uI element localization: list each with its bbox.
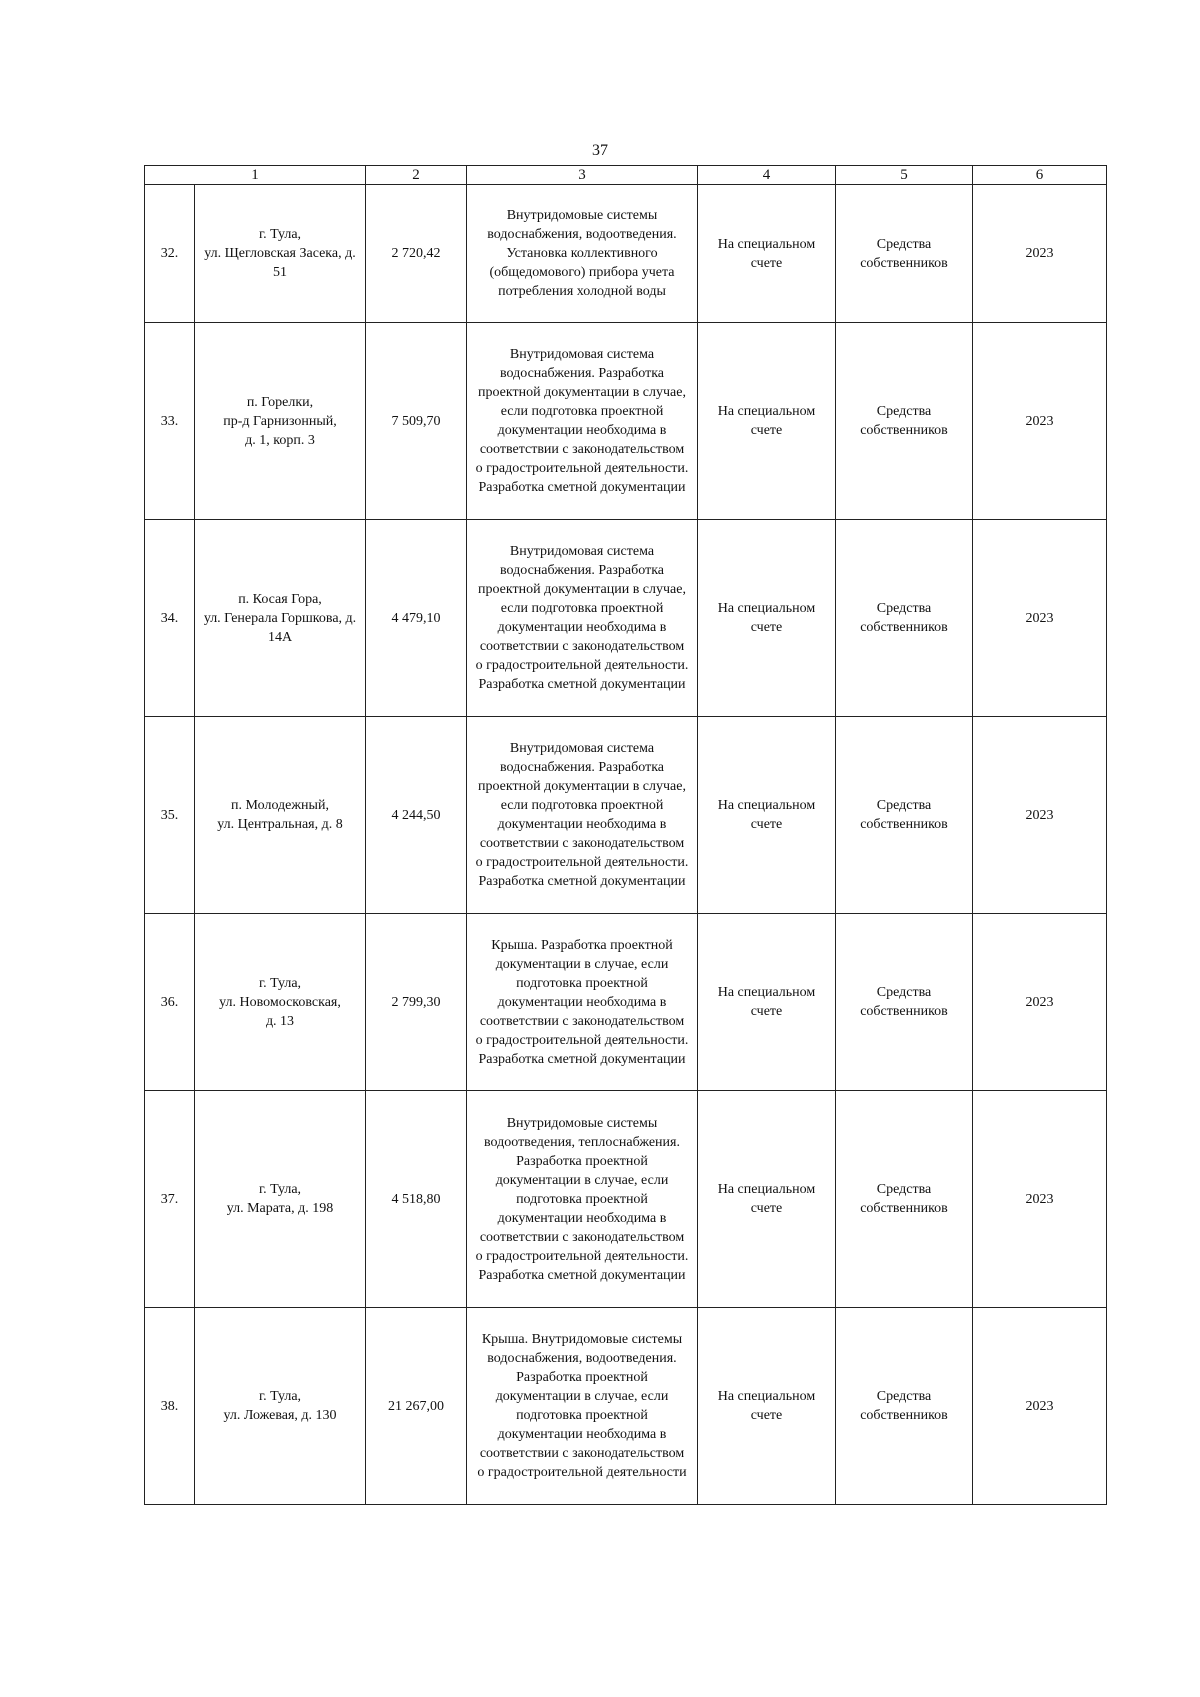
table-row [145, 1091, 1107, 1308]
table-row [145, 185, 1107, 323]
source-cell-line: Средства [876, 985, 932, 1000]
address-cell-line: г. Тула, [258, 1182, 302, 1197]
works-cell-line: документации необходима в [497, 620, 667, 635]
method-cell-line: счете [750, 620, 783, 635]
works-cell-line: потребления холодной воды [498, 284, 666, 299]
works-cell-line: Внутридомовая система [509, 347, 655, 362]
area-cell: 4 479,10 [366, 520, 467, 717]
works-table [144, 165, 1107, 1505]
works-cell-line: документации в случае, если [495, 1389, 669, 1404]
address-cell-line: ул. Ложевая, д. 130 [223, 1408, 337, 1423]
area-cell: 2 799,30 [366, 914, 467, 1091]
method-cell-line: счете [750, 1408, 783, 1423]
address-cell-line: ул. Новомосковская, [219, 994, 341, 1010]
address-cell [195, 185, 366, 323]
source-cell-line: Средства [876, 601, 932, 616]
works-cell-line: соответствии с законодательством [479, 1446, 685, 1461]
works-cell-line: подготовка проектной [516, 1408, 648, 1423]
works-cell-line: водоснабжения, водоотведения. [487, 227, 677, 242]
method-cell-line: На специальном [717, 1182, 816, 1197]
works-cell [467, 323, 698, 520]
works-cell [467, 1091, 698, 1308]
address-cell [195, 717, 366, 914]
method-cell [698, 1308, 836, 1505]
method-cell-line: счете [750, 423, 783, 438]
method-cell [698, 1091, 836, 1308]
address-cell-line: ул. Центральная, д. 8 [217, 817, 343, 832]
works-cell-line: Разработка сметной документации [478, 1051, 686, 1067]
source-cell-line: Средства [876, 1182, 932, 1197]
source-cell-line: собственников [860, 1004, 948, 1019]
area-cell: 4 244,50 [366, 717, 467, 914]
works-cell-line: Разработка проектной [516, 1370, 648, 1385]
works-cell-line: соответствии с законодательством [479, 836, 685, 851]
year-cell: 2023 [973, 1091, 1107, 1308]
works-cell-line: Крыша. Внутридомовые системы [481, 1332, 683, 1347]
address-cell-line: ул. Щегловская Засека, д. [204, 246, 356, 261]
method-cell-line: На специальном [717, 985, 816, 1000]
works-cell-line: Внутридомовые системы [506, 1115, 658, 1131]
area-cell: 4 518,80 [366, 1091, 467, 1308]
area-cell: 7 509,70 [366, 323, 467, 520]
address-cell-line: 14А [267, 629, 293, 645]
method-cell [698, 520, 836, 717]
address-cell-line: п. Горелки, [246, 394, 314, 410]
works-cell-line: водоснабжения. Разработка [499, 760, 664, 775]
row-number: 32. [145, 185, 195, 323]
source-cell [836, 1308, 973, 1505]
address-cell-line: д. 1, корп. 3 [245, 432, 315, 448]
method-cell-line: счете [750, 1004, 783, 1019]
works-cell [467, 520, 698, 717]
source-cell [836, 520, 973, 717]
works-cell-line: о градостроительной деятельности [477, 1465, 687, 1480]
address-cell [195, 323, 366, 520]
works-cell-line: если подготовка проектной [500, 601, 664, 616]
works-cell-line: о градостроительной деятельности. [475, 1032, 689, 1048]
address-cell-line: пр-д Гарнизонный, [223, 413, 337, 429]
year-cell: 2023 [973, 323, 1107, 520]
table-row [145, 520, 1107, 717]
works-cell-line: документации необходима в [497, 1427, 667, 1442]
source-cell-line: собственников [860, 1201, 948, 1216]
works-cell-line: Внутридомовые системы [506, 208, 658, 223]
row-number: 37. [145, 1091, 195, 1308]
source-cell-line: собственников [860, 1408, 948, 1423]
row-number: 33. [145, 323, 195, 520]
works-cell-line: если подготовка проектной [500, 404, 664, 419]
row-number: 36. [145, 914, 195, 1091]
source-cell [836, 185, 973, 323]
source-cell-line: Средства [876, 236, 932, 252]
area-cell: 21 267,00 [366, 1308, 467, 1505]
source-cell-line: Средства [876, 798, 932, 813]
works-cell-line: о градостроительной деятельности. [475, 855, 689, 870]
works-cell [467, 717, 698, 914]
address-cell-line: г. Тула, [258, 975, 302, 991]
page-number: 37 [592, 142, 608, 159]
address-cell [195, 520, 366, 717]
address-cell-line: ул. Генерала Горшкова, д. [203, 610, 357, 626]
area-cell: 2 720,42 [366, 185, 467, 323]
works-cell-line: Внутридомовая система [509, 544, 655, 559]
row-number: 35. [145, 717, 195, 914]
source-cell [836, 1091, 973, 1308]
works-cell-line: подготовка проектной [516, 975, 648, 991]
works-cell-line: соответствии с законодательством [479, 1013, 685, 1029]
works-cell-line: Разработка сметной документации [478, 677, 686, 692]
address-cell [195, 914, 366, 1091]
works-cell-line: подготовка проектной [516, 1191, 648, 1207]
source-cell-line: Средства [876, 1389, 932, 1404]
table-row [145, 323, 1107, 520]
column-header-2: 2 [366, 166, 467, 185]
works-cell-line: Крыша. Разработка проектной [491, 937, 673, 953]
column-header-6: 6 [973, 166, 1107, 185]
method-cell [698, 323, 836, 520]
source-cell [836, 323, 973, 520]
year-cell: 2023 [973, 1308, 1107, 1505]
method-cell-line: На специальном [717, 1389, 816, 1404]
works-cell-line: (общедомового) прибора учета [489, 265, 675, 280]
source-cell-line: собственников [860, 255, 948, 271]
source-cell-line: Средства [876, 404, 932, 419]
address-cell-line: п. Молодежный, [231, 798, 329, 813]
table-row [145, 717, 1107, 914]
method-cell-line: счете [750, 255, 783, 271]
year-cell: 2023 [973, 520, 1107, 717]
works-cell-line: водоснабжения. Разработка [499, 563, 664, 578]
works-cell-line: Разработка сметной документации [478, 874, 686, 889]
works-cell-line: о градостроительной деятельности. [475, 1248, 689, 1264]
year-cell: 2023 [973, 185, 1107, 323]
address-cell-line: ул. Марата, д. 198 [226, 1201, 334, 1216]
address-cell-line: г. Тула, [258, 1389, 302, 1404]
works-cell-line: документации в случае, если [495, 1172, 669, 1188]
column-header-3: 3 [467, 166, 698, 185]
row-number: 34. [145, 520, 195, 717]
method-cell [698, 914, 836, 1091]
works-cell-line: проектной документации в случае, [478, 779, 686, 794]
method-cell [698, 185, 836, 323]
address-cell-line: п. Косая Гора, [238, 591, 322, 607]
works-cell-line: проектной документации в случае, [478, 385, 686, 400]
method-cell-line: счете [750, 1201, 783, 1216]
address-cell [195, 1091, 366, 1308]
works-cell-line: Внутридомовая система [509, 741, 655, 756]
works-cell-line: водоснабжения. Разработка [499, 366, 664, 381]
method-cell-line: счете [750, 817, 783, 832]
source-cell-line: собственников [860, 423, 948, 438]
column-header-4: 4 [698, 166, 836, 185]
works-cell-line: документации в случае, если [495, 956, 669, 972]
address-cell-line: г. Тула, [258, 227, 302, 242]
method-cell-line: На специальном [717, 798, 816, 813]
works-cell-line: соответствии с законодательством [479, 639, 685, 654]
works-cell-line: Разработка проектной [516, 1153, 648, 1169]
method-cell-line: На специальном [717, 404, 816, 419]
column-header-5: 5 [836, 166, 973, 185]
address-cell-line: 51 [273, 265, 287, 280]
works-cell-line: документации необходима в [497, 994, 667, 1010]
works-cell-line: водоотведения, теплоснабжения. [484, 1134, 680, 1150]
address-cell [195, 1308, 366, 1505]
method-cell-line: На специальном [717, 236, 816, 252]
source-cell [836, 717, 973, 914]
works-cell-line: документации необходима в [497, 423, 667, 438]
works-cell-line: соответствии с законодательством [479, 442, 685, 457]
source-cell [836, 914, 973, 1091]
works-cell-line: соответствии с законодательством [479, 1229, 685, 1245]
works-cell-line: Разработка сметной документации [478, 480, 686, 495]
works-cell [467, 185, 698, 323]
works-cell-line: документации необходима в [497, 1210, 667, 1226]
works-cell [467, 914, 698, 1091]
address-cell-line: д. 13 [265, 1013, 295, 1029]
works-cell-line: о градостроительной деятельности. [475, 658, 689, 673]
table-row [145, 1308, 1107, 1505]
row-number: 38. [145, 1308, 195, 1505]
source-cell-line: собственников [860, 620, 948, 635]
method-cell [698, 717, 836, 914]
table-row [145, 914, 1107, 1091]
works-cell-line: документации необходима в [497, 817, 667, 832]
works-cell-line: Установка коллективного [506, 246, 658, 261]
works-cell-line: если подготовка проектной [500, 798, 664, 813]
works-cell-line: о градостроительной деятельности. [475, 461, 689, 476]
column-header-row [145, 166, 1107, 185]
year-cell: 2023 [973, 717, 1107, 914]
column-header-1: 1 [145, 166, 366, 185]
year-cell: 2023 [973, 914, 1107, 1091]
works-cell-line: водоснабжения, водоотведения. [487, 1351, 677, 1366]
method-cell-line: На специальном [717, 601, 816, 616]
works-cell-line: проектной документации в случае, [478, 582, 686, 597]
source-cell-line: собственников [860, 817, 948, 832]
works-cell [467, 1308, 698, 1505]
works-cell-line: Разработка сметной документации [478, 1267, 686, 1283]
